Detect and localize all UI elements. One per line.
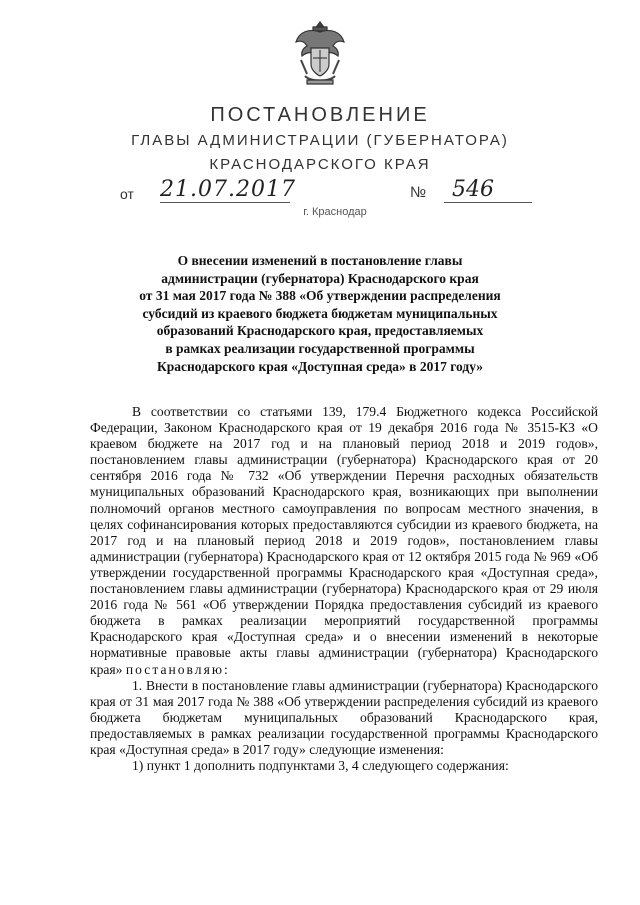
subclause-1-paragraph: 1) пункт 1 дополнить подпунктами 3, 4 следующего содержания: [132, 758, 509, 774]
document-type-heading: ПОСТАНОВЛЕНИЕ [210, 104, 430, 126]
title-line: субсидий из краевого бюджета бюджетам муниципальных [142, 305, 498, 321]
date-number-line [120, 177, 540, 204]
document-title [90, 252, 550, 375]
number-prefix: № [410, 184, 427, 201]
city-label: г. Краснодар [303, 206, 367, 218]
issuer-heading-line2: КРАСНОДАРСКОГО КРАЯ [209, 156, 431, 173]
clause-1-paragraph: 1. Внести в постановление главы администрации (губернатора) Краснодарского края от 31 мая 2017 года № 388 «Об утверждении распределения субсидий из краевого бюджета бюджетам муниципальных образований Краснодарского края, предоставляемых в рамках реализации государственной программы Краснодарского края «Доступная среда» в 2017 году» следующие изменения: [90, 677, 598, 757]
preamble-text: В соответствии со статьями 139, 179.4 Бюджетного кодекса Российской Федерации, Законом Краснодарского края от 19 декабря 2016 года № 3515-КЗ «О краевом бюджете на 2017 год и на плановый период 2018 и 2019 годов», постановлением главы администрации (губернатора) Краснодарского края от 20 сентября 2016 года № 732 «Об утверждении Перечня расходных обязательств муниципальных образований Краснодарского края, возникающих при выполнении полномочий органов местного самоуправления по вопросам местного значения, в целях софинансирования которых предоставляются субсидии из краевого бюджета, на 2017 год и на плановый период 2018 и 2019 годов», постановлением главы администрации (губернатора) Краснодарского края от 12 октября 2015 года № 969 «Об утверждении государственной программы Краснодарского края «Доступная среда», постановлением главы администрации (губернатора) Краснодарского края от 29 июля 2016 года № 561 «Об утверждении Порядка предоставления субсидий из краевого бюджета в рамках реализации мероприятий государственной программы Краснодарского края «Доступная среда» и о внесении изменений в некоторые нормативные правовые акты главы администрации (губернатора) Краснодарского края» [90, 404, 598, 677]
title-line: О внесении изменений в постановление главы [177, 253, 463, 268]
decree-word: постановляю: [125, 661, 230, 677]
document-body [90, 404, 598, 774]
title-line: образований Краснодарского края, предоставляемых [156, 323, 484, 339]
title-line: Краснодарского края «Доступная среда» в 2017 году» [156, 358, 484, 374]
title-line: от 31 мая 2017 года № 388 «Об утверждении распределения [139, 288, 501, 304]
date-prefix: от [120, 186, 134, 202]
issuer-heading-line1: ГЛАВЫ АДМИНИСТРАЦИИ (ГУБЕРНАТОРА) [131, 132, 509, 149]
coat-of-arms-emblem [293, 18, 347, 90]
document-date: 21.07.2017 [160, 177, 296, 202]
document-number: 546 [444, 178, 532, 203]
title-line: администрации (губернатора) Краснодарского края [161, 270, 479, 286]
preamble-paragraph [90, 404, 598, 678]
title-line: в рамках реализации государственной программы [165, 340, 475, 356]
